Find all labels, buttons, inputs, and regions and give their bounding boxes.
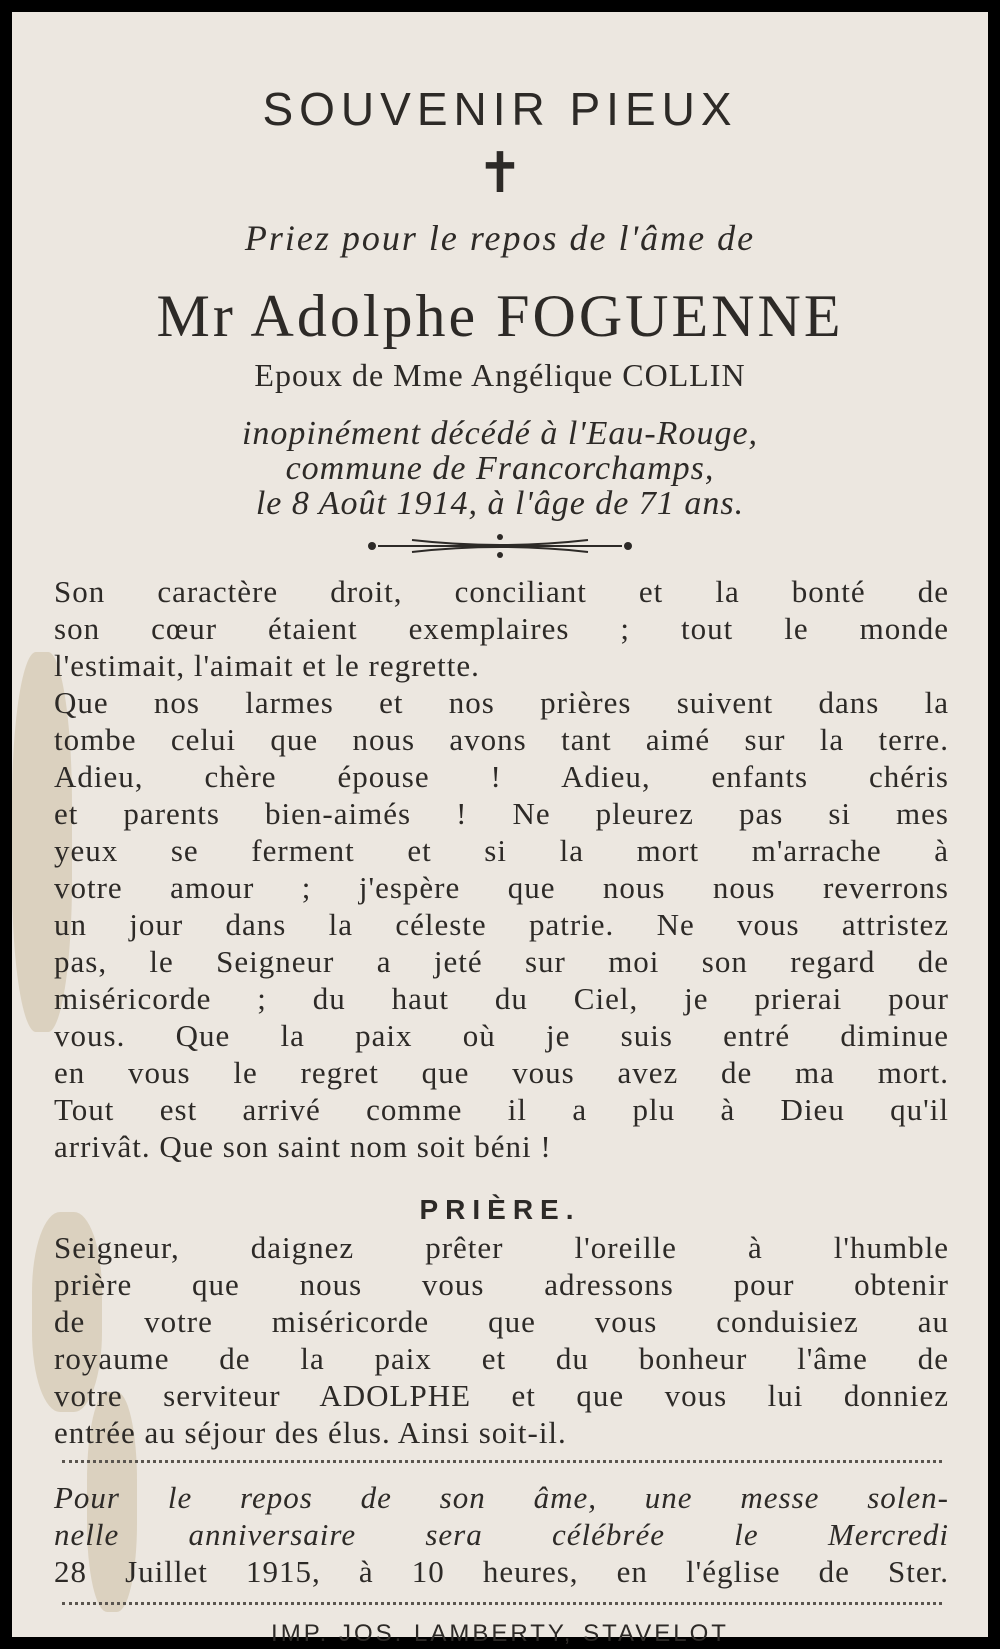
body-line: votre amour ; j'espère que nous nous reverrons bbox=[54, 870, 949, 905]
dotted-rule bbox=[62, 1602, 942, 1605]
mass-line: 28 Juillet 1915, à 10 heures, en l'église de Ster. bbox=[54, 1554, 949, 1589]
body-line: tombe celui que nous avons tant aimé sur la terre. bbox=[54, 722, 949, 757]
mass-line: Pour le repos de son âme, une messe solen- bbox=[54, 1480, 949, 1515]
prayer-line: royaume de la paix et du bonheur l'âme de bbox=[54, 1341, 949, 1376]
prayer-line: entrée au séjour des élus. Ainsi soit-il. bbox=[54, 1415, 567, 1450]
memorial-card bbox=[12, 12, 988, 1647]
body-line: Son caractère droit, conciliant et la bonté de bbox=[54, 574, 949, 609]
spouse-line: Epoux de Mme Angélique COLLIN bbox=[254, 357, 746, 393]
ornament-divider bbox=[12, 532, 988, 560]
body-line: yeux se ferment et si la mort m'arrache à bbox=[54, 833, 949, 868]
cross-icon: ✝ bbox=[476, 143, 524, 205]
body-line: Tout est arrivé comme il a plu à Dieu qu'il bbox=[54, 1092, 949, 1127]
death-line: le 8 Août 1914, à l'âge de 71 ans. bbox=[255, 485, 745, 522]
deceased-name: Mr Adolphe FOGUENNE bbox=[156, 283, 844, 349]
prayer-heading: PRIÈRE. bbox=[419, 1194, 581, 1225]
body-line: Adieu, chère épouse ! Adieu, enfants chéris bbox=[54, 759, 949, 794]
printer-imprint: IMP. JOS. LAMBERTY, STAVELOT bbox=[271, 1620, 729, 1647]
prayer-intro: Priez pour le repos de l'âme de bbox=[244, 218, 756, 258]
death-line: commune de Francorchamps, bbox=[285, 450, 715, 487]
card-title: SOUVENIR PIEUX bbox=[262, 83, 738, 135]
body-line: miséricorde ; du haut du Ciel, je prierai pour bbox=[54, 981, 949, 1016]
body-line: et parents bien-aimés ! Ne pleurez pas si mes bbox=[54, 796, 949, 831]
mass-line: nelle anniversaire sera célébrée le Mercredi bbox=[54, 1517, 949, 1552]
body-line: son cœur étaient exemplaires ; tout le monde bbox=[54, 611, 949, 646]
prayer-line: prière que nous vous adressons pour obtenir bbox=[54, 1267, 949, 1302]
body-line: en vous le regret que vous avez de ma mort. bbox=[54, 1055, 949, 1090]
body-line: l'estimait, l'aimait et le regrette. bbox=[54, 648, 480, 683]
dotted-rule bbox=[62, 1460, 942, 1463]
prayer-line: de votre miséricorde que vous conduisiez au bbox=[54, 1304, 949, 1339]
prayer-line: Seigneur, daignez prêter l'oreille à l'humble bbox=[54, 1230, 949, 1265]
death-line: inopinément décédé à l'Eau-Rouge, bbox=[241, 415, 759, 452]
prayer-line: votre serviteur ADOLPHE et que vous lui donniez bbox=[54, 1378, 949, 1413]
body-line: un jour dans la céleste patrie. Ne vous attristez bbox=[54, 907, 949, 942]
body-line: Que nos larmes et nos prières suivent dans la bbox=[54, 685, 949, 720]
body-line: pas, le Seigneur a jeté sur moi son regard de bbox=[54, 944, 949, 979]
body-line: arrivât. Que son saint nom soit béni ! bbox=[54, 1129, 552, 1164]
body-line: vous. Que la paix où je suis entré diminue bbox=[54, 1018, 949, 1053]
